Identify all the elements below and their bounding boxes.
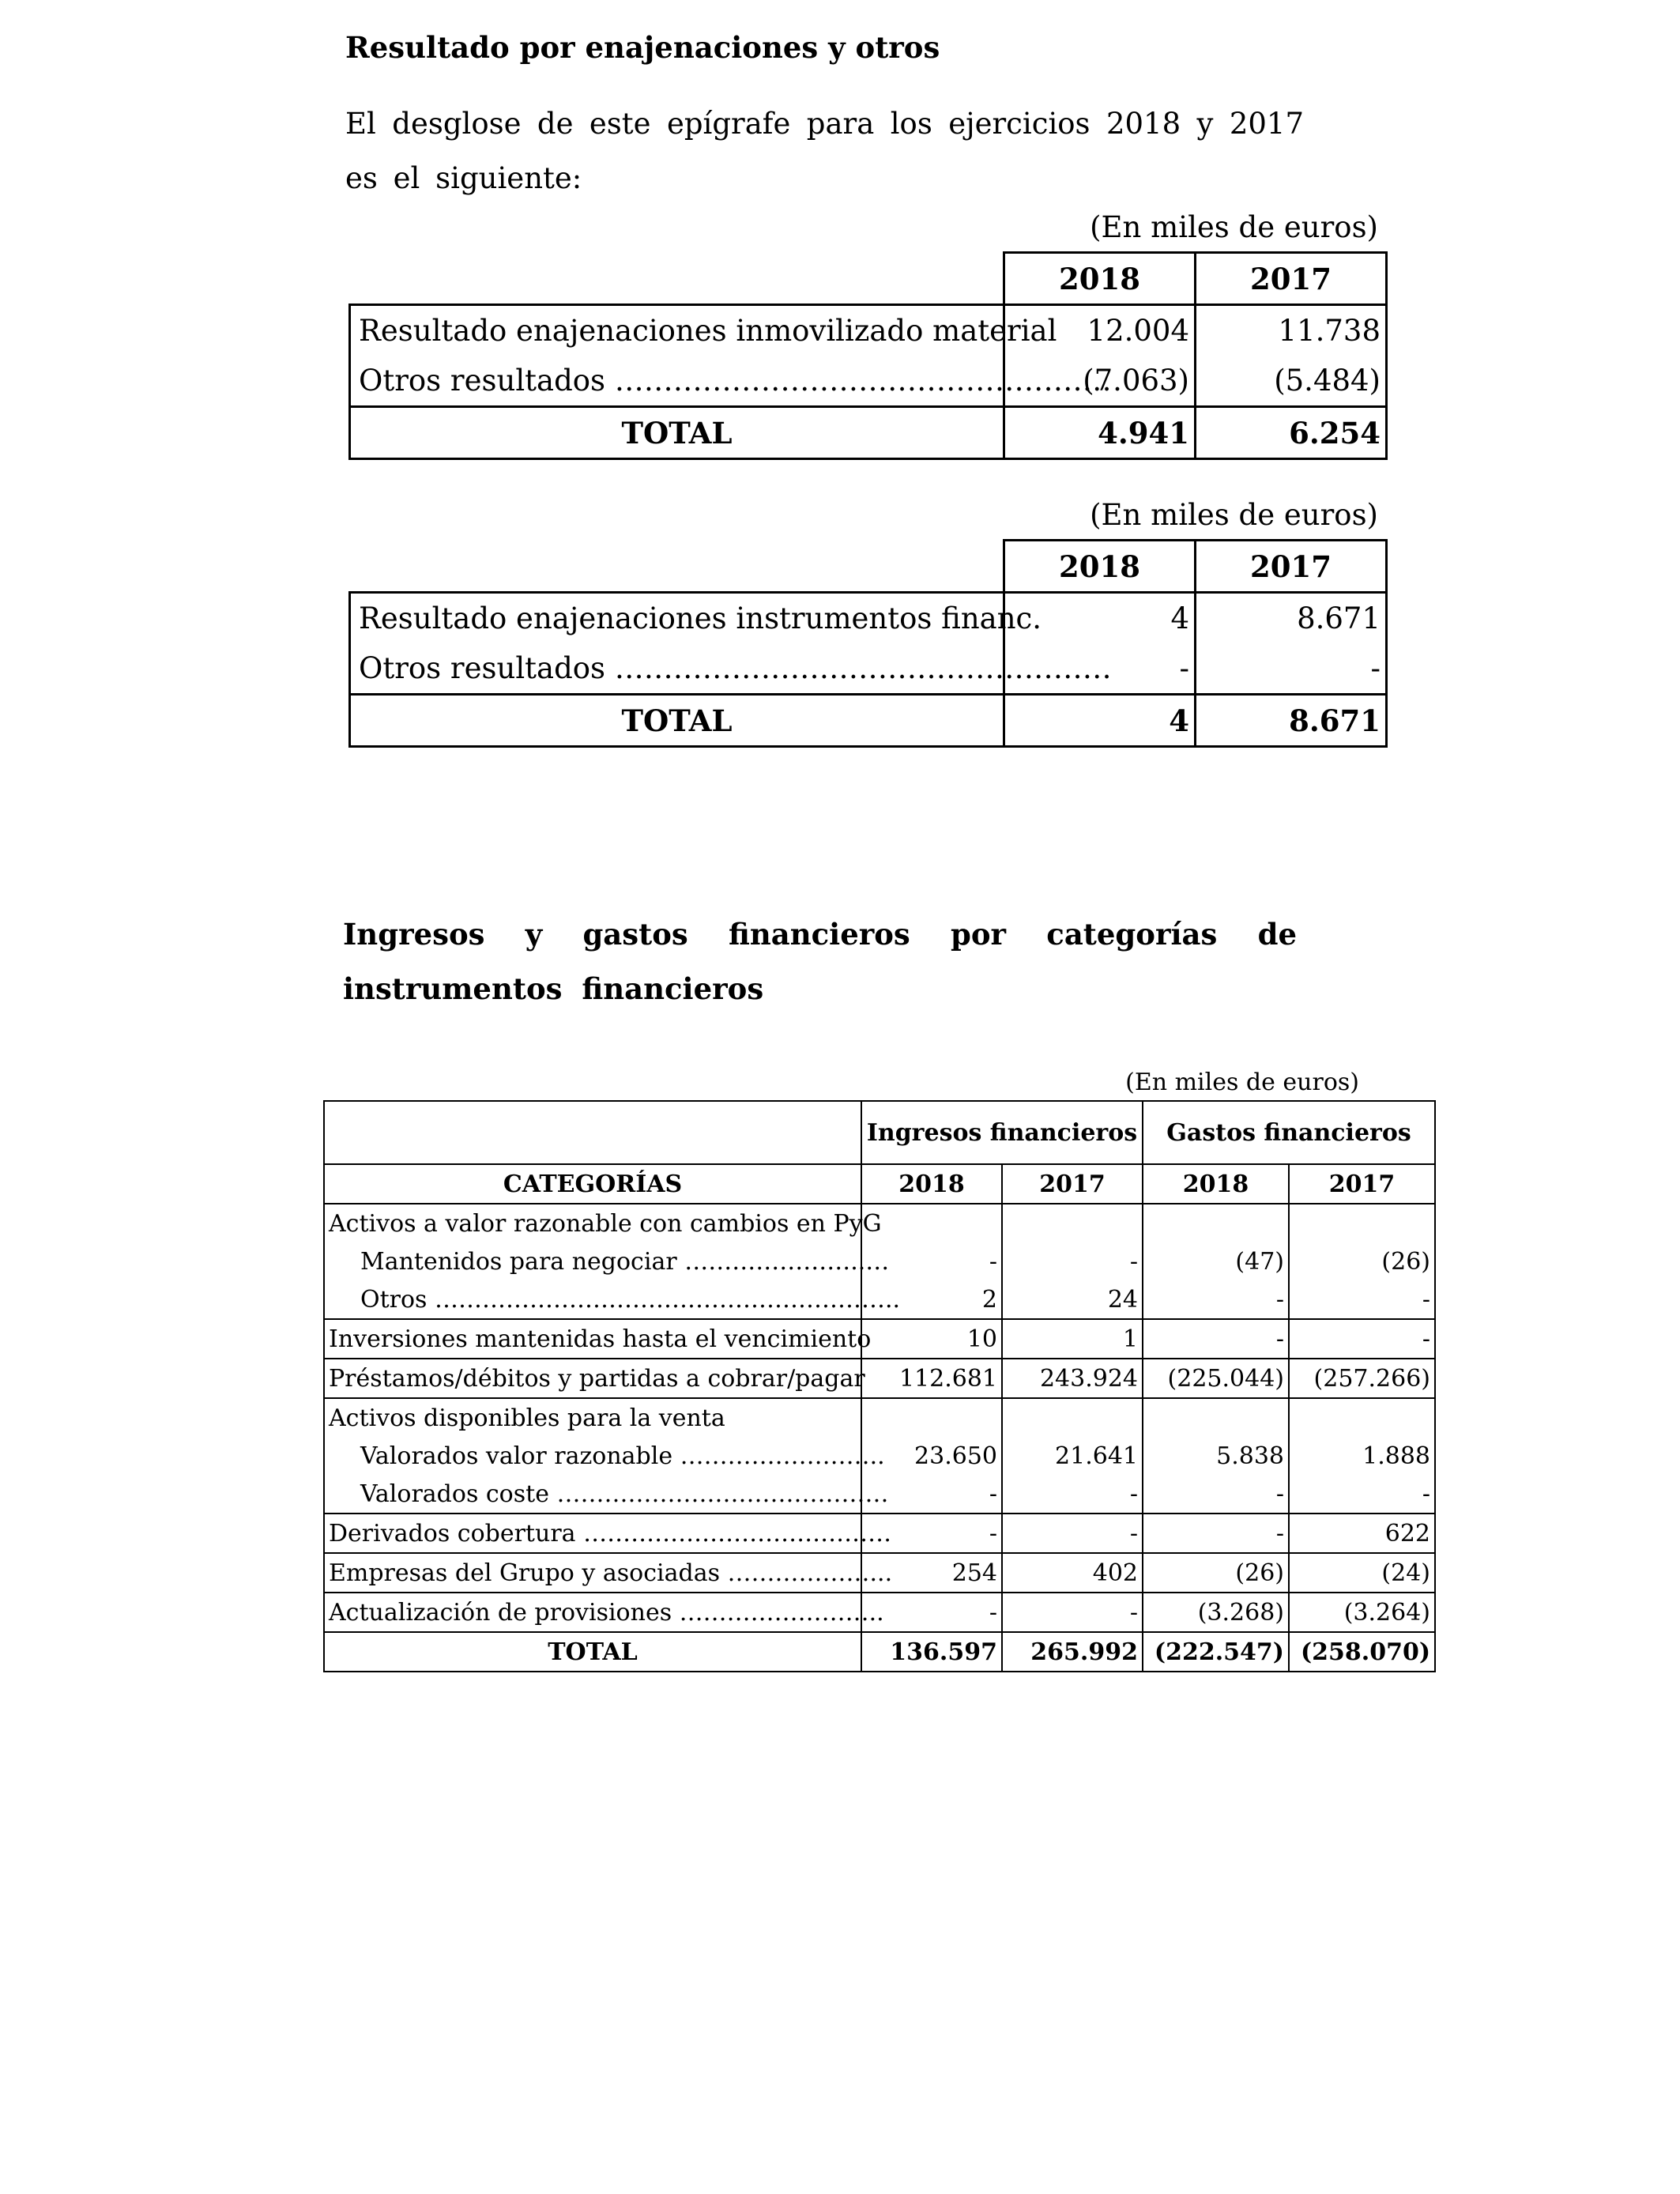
total-2018: 4.941 [1004,407,1196,459]
table1-unit-label: (En miles de euros) [1090,210,1378,244]
table3-ingresos-gastos-financieros [323,1100,1436,1672]
table2-header-2017: 2017 [1196,541,1387,593]
table-row [350,643,1387,695]
header-ingresos-financieros: Ingresos financieros [861,1101,1143,1164]
row-label: Mantenidos para negociar …………………..… [324,1242,861,1280]
table-row [324,1437,1435,1475]
section-title-enajenaciones: Resultado por enajenaciones y otros [345,30,940,65]
table1-enajenaciones-inmovilizado [348,251,1388,460]
header-gastos-2018: 2018 [1143,1164,1289,1204]
table2-unit-label: (En miles de euros) [1090,498,1378,532]
total-label: TOTAL [350,407,1004,459]
value-cell [861,1398,1002,1437]
value-cell: - [1289,1475,1435,1514]
value-2018: - [1004,643,1196,695]
value-cell [1289,1398,1435,1437]
header-categorias: CATEGORÍAS [324,1164,861,1204]
value-cell: 402 [1002,1553,1143,1593]
header-ingresos-2017: 2017 [1002,1164,1143,1204]
value-cell: 254 [861,1553,1002,1593]
value-cell: (3.268) [1143,1593,1289,1632]
table-row [324,1593,1435,1632]
value-cell: 1.888 [1289,1437,1435,1475]
value-cell: (257.266) [1289,1359,1435,1398]
row-label: Activos disponibles para la venta [324,1398,861,1437]
value-cell: 24 [1002,1280,1143,1319]
header-ingresos-2018: 2018 [861,1164,1002,1204]
table-row [324,1514,1435,1553]
value-2018: 12.004 [1004,305,1196,356]
table1-header-row [350,253,1387,305]
value-cell: 10 [861,1319,1002,1359]
table1-header-2018: 2018 [1004,253,1196,305]
total-gastos-2017: (258.070) [1289,1632,1435,1672]
total-ingresos-2017: 265.992 [1002,1632,1143,1672]
value-cell: - [861,1475,1002,1514]
table3-year-header-row [324,1164,1435,1204]
table3-total-row [324,1632,1435,1672]
value-cell: (26) [1143,1553,1289,1593]
value-2017: (5.484) [1196,356,1387,407]
table2-header-row [350,541,1387,593]
value-cell [1289,1204,1435,1242]
total-2017: 8.671 [1196,695,1387,747]
value-cell: - [861,1514,1002,1553]
header-gastos-financieros: Gastos financieros [1143,1101,1435,1164]
value-cell: - [1143,1280,1289,1319]
table1-header-empty [350,253,1004,305]
table-row [324,1204,1435,1242]
value-cell [861,1204,1002,1242]
row-label: Activos a valor razonable con cambios en PyG [324,1204,861,1242]
row-label: Actualización de provisiones …………………….. [324,1593,861,1632]
table2-header-2018: 2018 [1004,541,1196,593]
table-row [350,305,1387,356]
table-row [324,1242,1435,1280]
value-cell: (24) [1289,1553,1435,1593]
row-label: Préstamos/débitos y partidas a cobrar/pagar [324,1359,861,1398]
value-cell [1002,1204,1143,1242]
intro-paragraph: El desglose de este epígrafe para los ejercicios 2018 y 2017 es el siguiente: [345,107,1304,195]
table-row [324,1280,1435,1319]
total-2017: 6.254 [1196,407,1387,459]
value-cell: 5.838 [1143,1437,1289,1475]
value-cell [1002,1398,1143,1437]
value-cell: 21.641 [1002,1437,1143,1475]
row-label: Otros resultados …………………………………………… [350,643,1004,695]
row-label: Empresas del Grupo y asociadas ………………... [324,1553,861,1593]
value-cell [1143,1398,1289,1437]
table3-header-empty [324,1101,861,1164]
value-cell: (3.264) [1289,1593,1435,1632]
header-gastos-2017: 2017 [1289,1164,1435,1204]
section-title-ingresos-gastos: Ingresos y gastos financieros por categorías de instrumentos financieros [343,917,1297,1006]
total-label: TOTAL [324,1632,861,1672]
row-label: Valorados valor razonable …………………….. [324,1437,861,1475]
table-row [324,1475,1435,1514]
value-cell: - [861,1242,1002,1280]
value-cell [1143,1204,1289,1242]
row-label: Derivados cobertura ………………………………… [324,1514,861,1553]
row-label: Otros ………………………………………………….. [324,1280,861,1319]
value-2017: - [1196,643,1387,695]
value-2018: 4 [1004,593,1196,644]
value-cell: (225.044) [1143,1359,1289,1398]
value-cell: (47) [1143,1242,1289,1280]
value-2017: 8.671 [1196,593,1387,644]
value-cell: 23.650 [861,1437,1002,1475]
value-cell: 112.681 [861,1359,1002,1398]
value-cell: - [861,1593,1002,1632]
value-cell: 2 [861,1280,1002,1319]
table-row [324,1319,1435,1359]
value-cell: 622 [1289,1514,1435,1553]
table3-unit-label: (En miles de euros) [1125,1069,1359,1096]
value-cell: - [1289,1280,1435,1319]
table2-enajenaciones-instrumentos [348,539,1388,748]
value-cell: - [1002,1475,1143,1514]
value-cell: - [1002,1593,1143,1632]
row-label: Valorados coste …………………………………… [324,1475,861,1514]
total-label: TOTAL [350,695,1004,747]
table-row [350,356,1387,407]
row-label: Otros resultados …………………………………………… [350,356,1004,407]
table1-total-row [350,407,1387,459]
table2-header-empty [350,541,1004,593]
total-gastos-2018: (222.547) [1143,1632,1289,1672]
value-cell: 1 [1002,1319,1143,1359]
table2-total-row [350,695,1387,747]
value-cell: 243.924 [1002,1359,1143,1398]
value-cell: - [1143,1514,1289,1553]
value-cell: - [1002,1242,1143,1280]
value-cell: - [1143,1475,1289,1514]
value-cell: (26) [1289,1242,1435,1280]
value-2018: (7.063) [1004,356,1196,407]
value-cell: - [1002,1514,1143,1553]
table3-group-header-row [324,1101,1435,1164]
row-label: Resultado enajenaciones instrumentos financ. [350,593,1004,644]
table-row [324,1398,1435,1437]
table1-header-2017: 2017 [1196,253,1387,305]
total-2018: 4 [1004,695,1196,747]
value-2017: 11.738 [1196,305,1387,356]
value-cell: - [1289,1319,1435,1359]
table-row [324,1359,1435,1398]
row-label: Resultado enajenaciones inmovilizado material [350,305,1004,356]
total-ingresos-2018: 136.597 [861,1632,1002,1672]
table-row [350,593,1387,644]
table-row [324,1553,1435,1593]
row-label: Inversiones mantenidas hasta el vencimiento [324,1319,861,1359]
value-cell: - [1143,1319,1289,1359]
